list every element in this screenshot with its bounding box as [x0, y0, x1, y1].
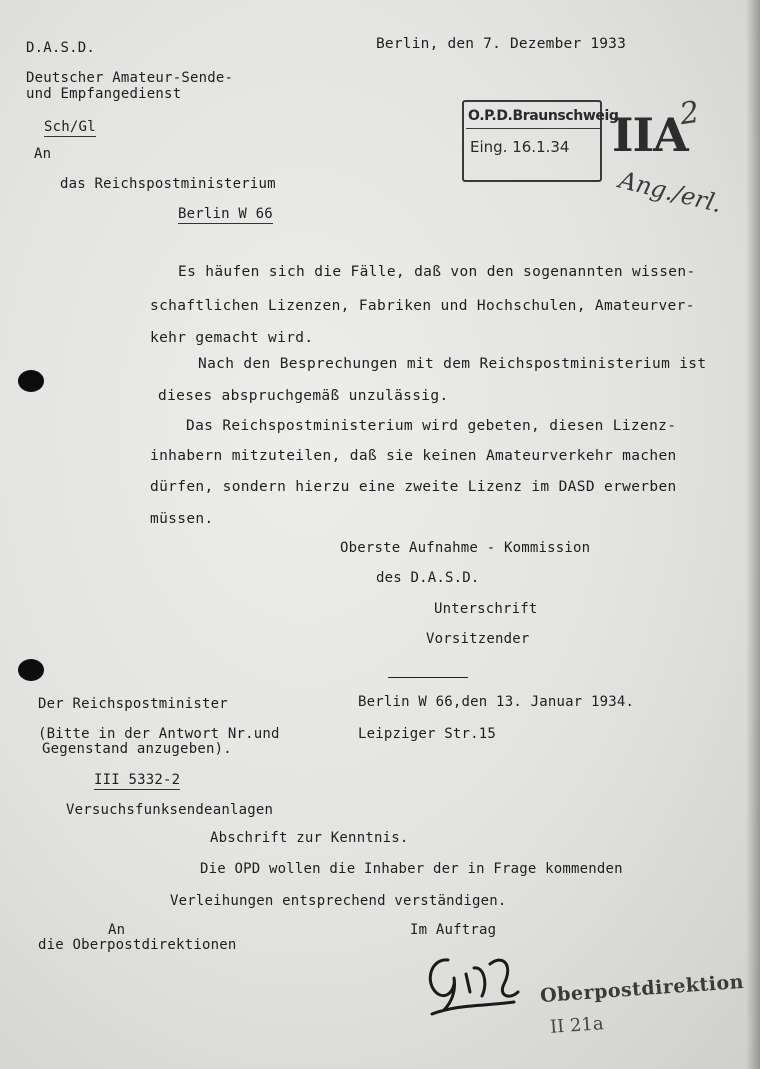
- reply-subject: Versuchsfunksendeanlagen: [66, 802, 274, 818]
- reply-note-line2: Gegenstand anzugeben).: [42, 741, 232, 757]
- reply-copy-note: Abschrift zur Kenntnis.: [210, 830, 409, 846]
- sender-name-line1: Deutscher Amateur-Sende-: [26, 70, 234, 86]
- signature-line3: Unterschrift: [434, 601, 538, 617]
- stamp-office: O.P.D.Braunschweig: [468, 108, 619, 124]
- stamp-received-date: Eing. 16.1.34: [470, 138, 570, 156]
- body-p3-line4: müssen.: [150, 511, 214, 527]
- sender-name-line2: und Empfangedienst: [26, 86, 182, 102]
- body-p1-line3: kehr gemacht wird.: [150, 330, 314, 346]
- punch-hole-top: [18, 370, 44, 392]
- reply-date: Berlin W 66,den 13. Januar 1934.: [358, 694, 635, 710]
- received-stamp: [462, 100, 619, 182]
- reply-im-auftrag: Im Auftrag: [410, 922, 497, 938]
- marginal-mark: IIA: [612, 108, 688, 162]
- reply-to-an: An: [108, 922, 126, 938]
- section-separator: [388, 677, 468, 678]
- handwritten-note: Ang./erl.: [616, 165, 725, 219]
- letter-date: Berlin, den 7. Dezember 1933: [376, 36, 627, 52]
- signature-line4: Vorsitzender: [426, 631, 530, 647]
- body-p2-line2: dieses abspruchgemäß unzulässig.: [158, 388, 449, 404]
- recipient-an: An: [34, 146, 52, 162]
- reply-text-line2: Verleihungen entsprechend verständigen.: [170, 893, 507, 909]
- reply-ref: III 5332-2: [94, 772, 181, 788]
- sender-abbr: D.A.S.D.: [26, 40, 96, 56]
- body-p3-line1: Das Reichspostministerium wird gebeten, diesen Lizenz-: [186, 418, 677, 434]
- body-p1-line2: schaftlichen Lizenzen, Fabriken und Hochschulen, Amateurver-: [150, 298, 695, 314]
- body-p3-line3: dürfen, sondern hierzu eine zweite Lizenz im DASD erwerben: [150, 479, 677, 495]
- body-p2-line1: Nach den Besprechungen mit dem Reichspostministerium ist: [198, 356, 707, 372]
- recipient-city: Berlin W 66: [178, 206, 273, 222]
- reply-text-line1: Die OPD wollen die Inhaber der in Frage kommenden: [200, 861, 623, 877]
- punch-hole-bottom: [18, 659, 44, 681]
- sender-ref: Sch/Gl: [44, 119, 96, 135]
- bottom-stamp-ref: II 21a: [549, 1013, 605, 1038]
- handwritten-signature: [418, 944, 528, 1020]
- page-edge-shadow: [746, 0, 760, 1069]
- signature-line1: Oberste Aufnahme - Kommission: [340, 540, 591, 556]
- reply-to-name: die Oberpostdirektionen: [38, 937, 237, 953]
- body-p3-line2: inhabern mitzuteilen, daß sie keinen Amateurverkehr machen: [150, 448, 677, 464]
- bottom-stamp-office: Oberpostdirektion: [539, 970, 745, 1008]
- recipient-name: das Reichspostministerium: [60, 176, 276, 192]
- reply-note-line1: (Bitte in der Antwort Nr.und: [38, 726, 280, 742]
- reply-address: Leipziger Str.15: [358, 726, 497, 742]
- reply-from: Der Reichspostminister: [38, 696, 228, 712]
- body-p1-line1: Es häufen sich die Fälle, daß von den sogenannten wissen-: [178, 264, 696, 280]
- marginal-superscript: 2: [677, 94, 702, 133]
- signature-line2: des D.A.S.D.: [376, 570, 480, 586]
